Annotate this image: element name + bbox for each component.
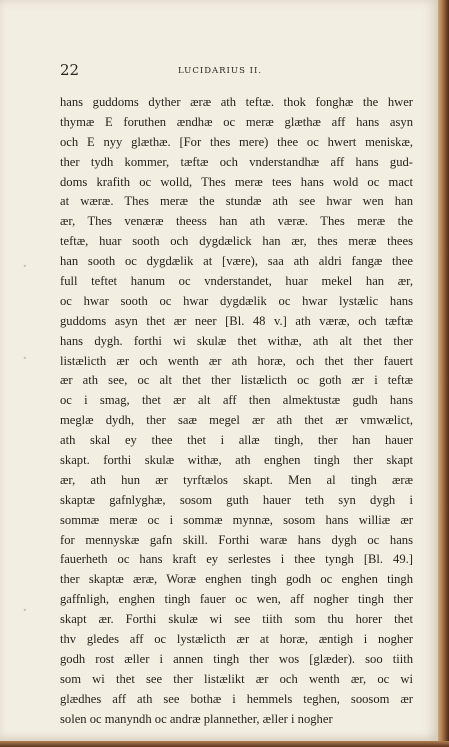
text-line: ther skaptæ æræ, Woræ enghen tingh godh oc enghen tingh <box>60 572 413 587</box>
margin-mark: · <box>22 600 28 621</box>
page-number: 22 <box>60 61 80 79</box>
text-line: ær, ath hun ær tyrftælos skapt. Men al tingh æræ <box>60 472 413 487</box>
text-line: meglæ dydh, ther saæ megel ær ath thet ær vmwælict, <box>60 413 413 428</box>
text-line: gaffnligh, enghen tingh fauer oc wen, aff nogher tingh ther <box>60 592 413 607</box>
page-bottom-edge <box>0 741 449 747</box>
text-line: solen oc manyndh oc andræ plannether, æller i nogher <box>60 711 333 726</box>
text-line: hans guddoms dyther æræ ath teftæ. thok fonghæ the hwer <box>60 95 413 109</box>
text-line: och E nyy glæthæ. [For thes mere) thee oc hwert meniskæ, <box>60 134 413 149</box>
page-edge <box>438 0 449 747</box>
text-line: fauerheth oc hans kraft ey serlestes i thee tyngh [Bl. 49.] <box>60 552 413 567</box>
text-line: thymæ E foruthen ændhæ oc meræ glæthæ aff hans asyn <box>60 114 413 129</box>
text-line: hans dygh. forthi wi skulæ thet withæ, ath alt thet ther <box>60 333 413 348</box>
margin-mark: · <box>22 256 28 277</box>
text-line: doms krafith oc wolld, Thes meræ tees hans wold oc mact <box>60 174 413 189</box>
text-line: som wi thet see ther listælikt ær och wenth ær, oc wi <box>60 671 413 686</box>
text-line: at wæræ. Thes meræ the stundæ ath see hwar wen han <box>60 194 413 209</box>
body-text <box>60 93 413 730</box>
text-line: sommæ meræ oc i sommæ mynnæ, sosom hans williæ ær <box>60 512 413 527</box>
text-line: thv gledes aff oc lystælicth ær at horæ, æntigh i nogher <box>60 632 413 647</box>
text-line: listælicth ær och wenth ær ath horæ, och thet ther fauert <box>60 353 413 368</box>
text-line: ath skal ey thee thet i allæ tingh, ther han hauer <box>60 433 413 448</box>
text-line: ær ath see, oc alt thet ther listælicth oc goth ær i teftæ <box>60 373 413 388</box>
text-line: ær, Thes venæræ theess han ath væræ. Thes meræ the <box>60 214 413 229</box>
text-line: skapt ær. Forthi skulæ wi see tiith som thu horer thet <box>60 612 413 627</box>
text-line: han sooth oc dygdælik at [være), saa ath aldri fangæ thee <box>60 254 413 269</box>
text-line: ther tydh kommer, tæftæ och vnderstandhæ aff hans gud- <box>60 154 413 169</box>
margin-mark: · <box>22 348 28 369</box>
running-head: LUCIDARIUS II. <box>178 66 263 76</box>
text-line: godh rost æller i annen tingh ther wos [glæder). soo tiith <box>60 651 413 666</box>
text-line: glædhes aff ath see bothæ i hemmels teghen, soosom ær <box>60 691 413 706</box>
text-line: skapt. forthi skulæ withæ, ath enghen tingh ther skapt <box>60 453 413 468</box>
text-line: skaptæ gafnlyghæ, sosom guth hauer teth syn dygh i <box>60 492 413 507</box>
text-line: oc i smag, thet ær alt aff then almektustæ gudh hans <box>60 393 413 408</box>
text-line: teftæ, huar sooth och dygdælick han ær, thes meræ thees <box>60 234 413 249</box>
text-line: for mennyskæ gafn skill. Forthi waræ hans dygh oc hans <box>60 532 413 547</box>
text-line: full teftet hanum oc vnderstandet, huar mekel han ær, <box>60 274 413 289</box>
text-line: oc hwar sooth oc hwar dygdælik oc hwar lystælic hans <box>60 293 413 308</box>
text-line: guddoms asyn thet ær neer [Bl. 48 v.] ath væræ, och tæftæ <box>60 313 413 328</box>
